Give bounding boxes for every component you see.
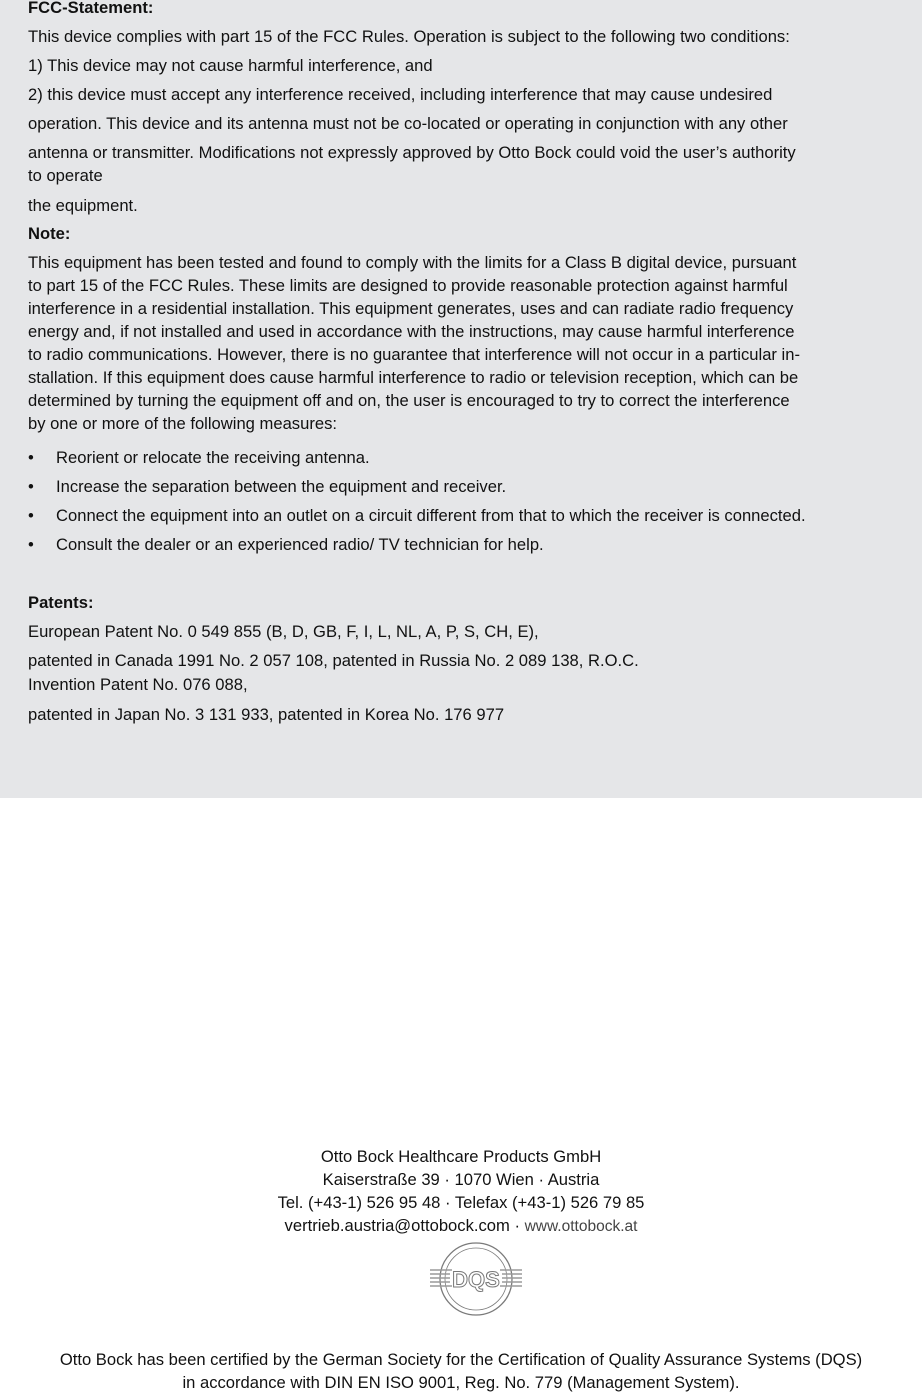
dqs-logo-text: DQS — [452, 1267, 500, 1292]
bullet-text: Increase the separation between the equipment and receiver. — [56, 477, 507, 496]
patents-line-2: patented in Canada 1991 No. 2 057 108, patented in Russia No. 2 089 138, R.O.C. — [28, 651, 639, 670]
email-link[interactable]: vertrieb.austria@ottobock.com — [284, 1216, 510, 1235]
fcc-line-3: 2) this device must accept any interference received, including interference that may cause undesired — [28, 85, 773, 104]
patents-line-1: European Patent No. 0 549 855 (B, D, GB, F, I, L, NL, A, P, S, CH, E), — [28, 622, 539, 641]
fcc-line-4: operation. This device and its antenna must not be co-located or operating in conjunction with any other — [28, 114, 788, 133]
patents-line-4: patented in Japan No. 3 131 933, patented in Korea No. 176 977 — [28, 705, 505, 724]
company-phone: Tel. (+43-1) 526 95 48 · Telefax (+43-1) 526 79 85 — [277, 1193, 645, 1212]
fcc-line-1: This device complies with part 15 of the FCC Rules. Operation is subject to the following two conditions: — [28, 27, 790, 46]
fcc-line-2: 1) This device may not cause harmful interference, and — [28, 56, 433, 75]
company-address: Kaiserstraße 39 · 1070 Wien · Austria — [322, 1170, 600, 1189]
note-line-7: determined by turning the equipment off and on, the user is encouraged to try to correct the interference — [28, 391, 790, 410]
note-line-2: to part 15 of the FCC Rules. These limits are designed to provide reasonable protection against harmful — [28, 276, 788, 295]
bullet-text: Consult the dealer or an experienced radio/ TV technician for help. — [56, 535, 544, 554]
fcc-heading: FCC-Statement: — [28, 0, 154, 17]
bullet-dot: • — [28, 448, 34, 467]
note-line-1: This equipment has been tested and found to comply with the limits for a Class B digital device, pursuant — [28, 253, 797, 272]
website-link[interactable]: www.ottobock.at — [524, 1218, 638, 1235]
note-line-5: to radio communications. However, there is no guarantee that interference will not occur in a particular in- — [28, 345, 800, 364]
note-line-3: interference in a residential installation. This equipment generates, uses and can radiate radio frequency — [28, 299, 794, 318]
bullet-dot: • — [28, 506, 34, 525]
patents-heading: Patents: — [28, 593, 94, 612]
contact-separator: · — [509, 1216, 525, 1235]
note-line-4: energy and, if not installed and used in accordance with the instructions, may cause harmful interference — [28, 322, 795, 341]
fcc-line-5: antenna or transmitter. Modifications not expressly approved by Otto Bock could void the user’s authority — [28, 143, 796, 162]
company-name: Otto Bock Healthcare Products GmbH — [320, 1147, 602, 1166]
dqs-certification-logo-icon — [426, 1240, 526, 1318]
patents-line-3: Invention Patent No. 076 088, — [28, 675, 248, 694]
bullet-text: Connect the equipment into an outlet on a circuit different from that to which the receiver is connected. — [56, 506, 806, 525]
fcc-line-6: to operate — [28, 166, 103, 185]
bullet-text: Reorient or relocate the receiving antenna. — [56, 448, 370, 467]
company-contact — [0, 1214, 922, 1238]
certification-line-2: in accordance with DIN EN ISO 9001, Reg. No. 779 (Management System). — [182, 1373, 740, 1392]
note-line-6: stallation. If this equipment does cause harmful interference to radio or television reception, which can be — [28, 368, 799, 387]
bullet-dot: • — [28, 535, 34, 554]
fcc-line-7: the equipment. — [28, 196, 138, 215]
certification-line-1: Otto Bock has been certified by the German Society for the Certification of Quality Assurance Systems (DQS) — [59, 1350, 863, 1369]
note-heading: Note: — [28, 224, 71, 243]
bullet-dot: • — [28, 477, 34, 496]
note-line-8: by one or more of the following measures: — [28, 414, 337, 433]
